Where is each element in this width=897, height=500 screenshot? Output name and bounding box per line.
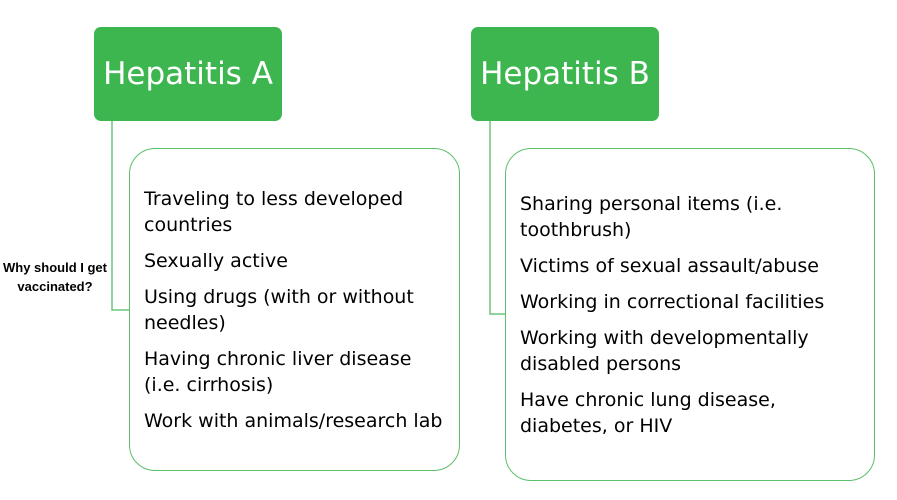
reason-item: Sexually active: [144, 249, 288, 272]
reason-item: Working in correctional facilities: [520, 290, 825, 313]
reason-item: Working with developmentally disabled persons: [520, 326, 809, 375]
reason-item: Traveling to less developed countries: [144, 187, 404, 236]
reason-item: Work with animals/research lab: [144, 409, 443, 432]
reason-item: Sharing personal items (i.e. toothbrush): [520, 192, 783, 241]
connector-hepatitis-a: [112, 121, 129, 310]
hepatitis-a-reasons-box: [129, 148, 460, 471]
reason-item: Having chronic liver disease (i.e. cirrhosis): [144, 347, 412, 396]
reason-item: Using drugs (with or without needles): [144, 285, 414, 334]
reason-item: Have chronic lung disease, diabetes, or HIV: [520, 388, 776, 437]
hepatitis-a-header: Hepatitis A: [94, 27, 282, 121]
hepatitis-b-reasons-box: [505, 148, 875, 481]
connector-hepatitis-b: [490, 121, 505, 314]
hepatitis-b-header: Hepatitis B: [471, 27, 659, 121]
reason-item: Victims of sexual assault/abuse: [520, 254, 819, 277]
why-vaccinated-label: Why should I get vaccinated?: [3, 260, 107, 294]
